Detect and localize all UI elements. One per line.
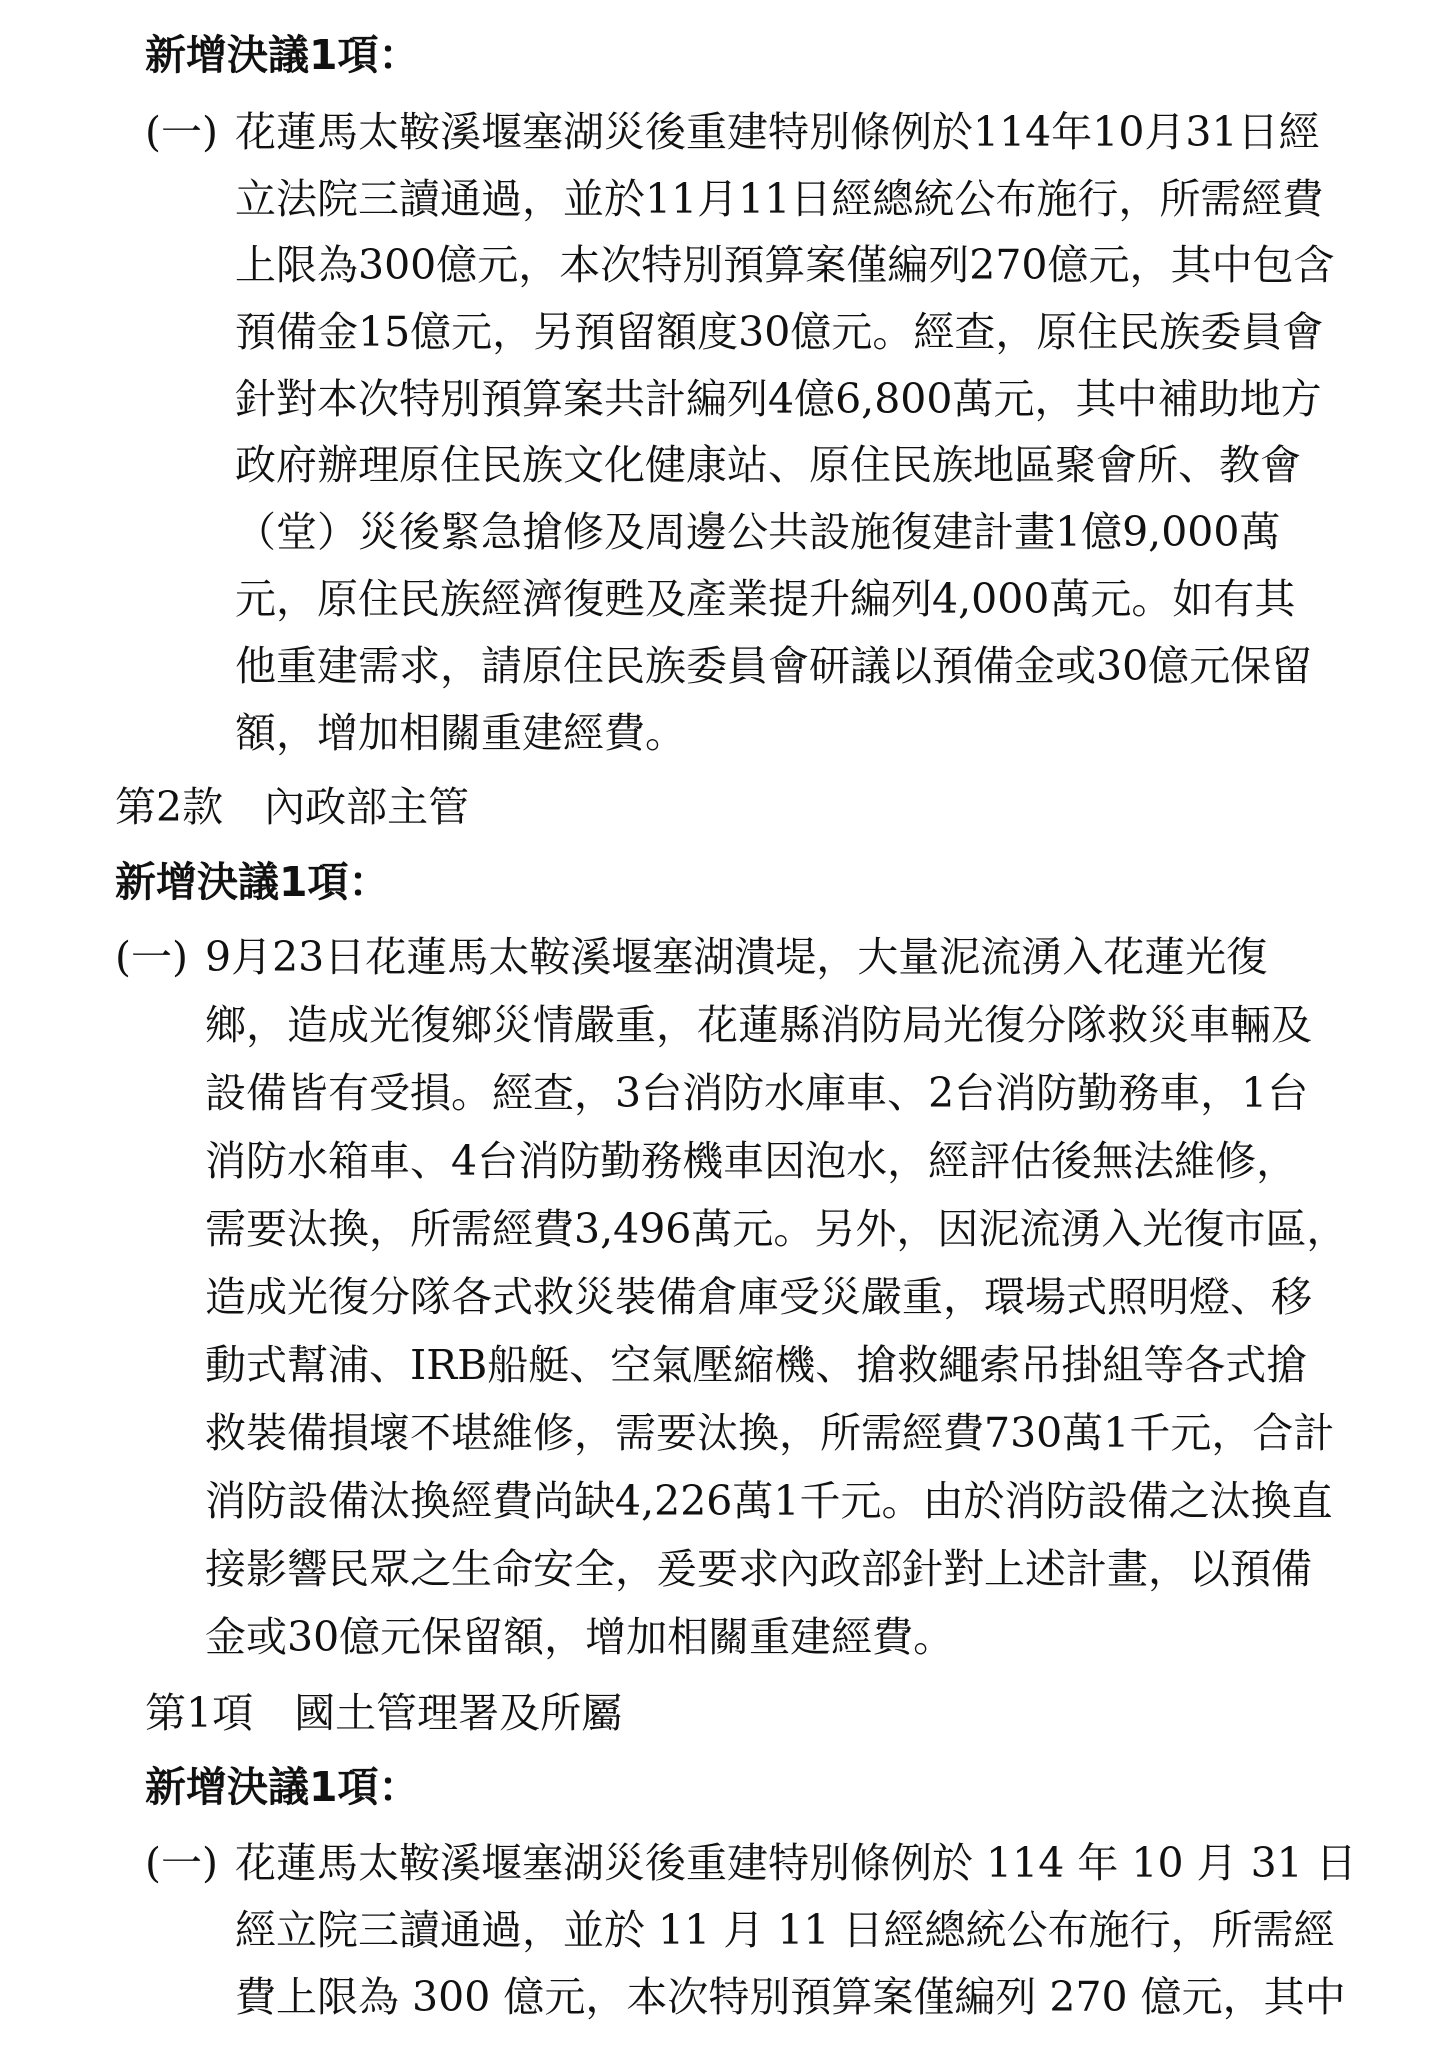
paragraph-line: 他重建需求，請原住民族委員會研議以預備金或30億元保留	[235, 642, 1313, 690]
paragraph-line: 金或30億元保留額，增加相關重建經費。	[205, 1613, 955, 1661]
paragraph-line: 動式幫浦、IRB船艇、空氣壓縮機、搶救繩索吊掛組等各式搶	[205, 1341, 1308, 1389]
item-marker: (一)	[115, 933, 188, 981]
paragraph-line: 針對本次特別預算案共計編列4億6,800萬元，其中補助地方	[235, 375, 1322, 423]
paragraph-line: 元，原住民族經濟復甦及產業提升編列4,000萬元。如有其	[235, 575, 1296, 623]
paragraph-line: 花蓮馬太鞍溪堰塞湖災後重建特別條例於114年10月31日經	[235, 108, 1320, 156]
paragraph-line: 立法院三讀通過，並於11月11日經總統公布施行，所需經費	[235, 175, 1324, 223]
paragraph-line: 造成光復分隊各式救災裝備倉庫受災嚴重，環場式照明燈、移	[205, 1273, 1312, 1321]
section-subhead: 第1項 國土管理署及所屬	[145, 1689, 623, 1737]
paragraph-line: 預備金15億元，另預留額度30億元。經查，原住民族委員會	[235, 308, 1324, 356]
resolution-heading: 新增決議1項：	[145, 31, 420, 79]
paragraph-line: 救裝備損壞不堪維修，需要汰換，所需經費730萬1千元，合計	[205, 1409, 1335, 1457]
paragraph-line: 鄉，造成光復鄉災情嚴重，花蓮縣消防局光復分隊救災車輛及	[205, 1001, 1312, 1049]
paragraph-line: 政府辦理原住民族文化健康站、原住民族地區聚會所、教會	[235, 441, 1301, 489]
paragraph-line: 花蓮馬太鞍溪堰塞湖災後重建特別條例於 114 年 10 月 31 日	[235, 1839, 1357, 1887]
paragraph-line: 需要汰換，所需經費3,496萬元。另外，因泥流湧入光復市區，	[205, 1205, 1348, 1253]
paragraph-line: 消防水箱車、4台消防勤務機車因泡水，經評估後無法維修，	[205, 1137, 1298, 1185]
paragraph-line: 9月23日花蓮馬太鞍溪堰塞湖潰堤，大量泥流湧入花蓮光復	[205, 933, 1268, 981]
section-subhead: 第2款 內政部主管	[115, 783, 470, 831]
paragraph-line: 消防設備汰換經費尚缺4,226萬1千元。由於消防設備之汰換直	[205, 1477, 1333, 1525]
paragraph-line: 設備皆有受損。經查，3台消防水庫車、2台消防勤務車，1台	[205, 1069, 1309, 1117]
paragraph-line: 上限為300億元，本次特別預算案僅編列270億元，其中包含	[235, 241, 1335, 289]
resolution-heading: 新增決議1項：	[115, 858, 390, 906]
paragraph-line: （堂）災後緊急搶修及周邊公共設施復建計畫1億9,000萬	[235, 508, 1281, 556]
item-marker: (一)	[145, 1839, 218, 1887]
resolution-heading: 新增決議1項：	[145, 1763, 420, 1811]
paragraph-line: 接影響民眾之生命安全，爰要求內政部針對上述計畫，以預備	[205, 1545, 1312, 1593]
paragraph-line: 經立院三讀通過，並於 11 月 11 日經總統公布施行，所需經	[235, 1906, 1335, 1954]
paragraph-line: 費上限為 300 億元，本次特別預算案僅編列 270 億元，其中	[235, 1973, 1346, 2021]
paragraph-line: 額，增加相關重建經費。	[235, 709, 686, 757]
item-marker: (一)	[145, 108, 218, 156]
